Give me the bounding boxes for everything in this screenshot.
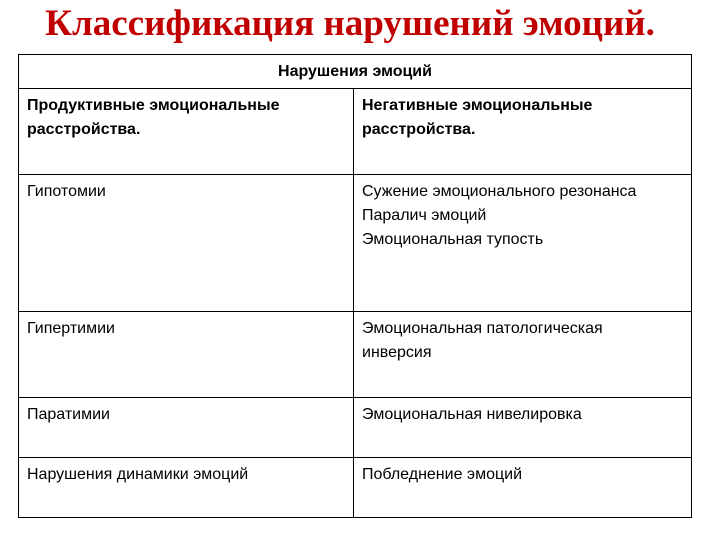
table-header-row xyxy=(19,55,692,89)
table-cell-right xyxy=(354,175,692,312)
page-title: Классификация нарушений эмоций. xyxy=(45,3,655,44)
table-row xyxy=(19,398,692,458)
table-cell-left xyxy=(19,175,354,312)
cell-line: Нарушения динамики эмоций xyxy=(27,466,249,483)
table-cell-left xyxy=(19,458,354,518)
table-cell-right xyxy=(354,458,692,518)
cell-line: Побледнение эмоций xyxy=(362,466,523,483)
cell-line: инверсия xyxy=(362,344,432,361)
table-header: Нарушения эмоций xyxy=(19,55,692,89)
table-row xyxy=(19,458,692,518)
cell-line: Эмоциональная патологическая xyxy=(362,320,603,337)
cell-line: Сужение эмоционального резонанса xyxy=(362,183,637,200)
table-row xyxy=(19,312,692,398)
cell-line: Паратимии xyxy=(27,406,110,423)
table-cell-right xyxy=(354,398,692,458)
table-row xyxy=(19,175,692,312)
cell-line: Гипертимии xyxy=(27,320,115,337)
productive-disorders-header: Продуктивные эмоциональные расстройства. xyxy=(19,89,354,175)
table-cell-left xyxy=(19,398,354,458)
cell-line: Эмоциональная нивелировка xyxy=(362,406,582,423)
emotion-disorders-table xyxy=(18,54,692,518)
cell-line: Гипотомии xyxy=(27,183,106,200)
table-cell-left xyxy=(19,312,354,398)
table-subheader-row xyxy=(19,89,692,175)
table-cell-right xyxy=(354,312,692,398)
cell-line: Эмоциональная тупость xyxy=(362,231,544,248)
cell-line: Паралич эмоций xyxy=(362,207,487,224)
negative-disorders-header: Негативные эмоциональные расстройства. xyxy=(354,89,692,175)
